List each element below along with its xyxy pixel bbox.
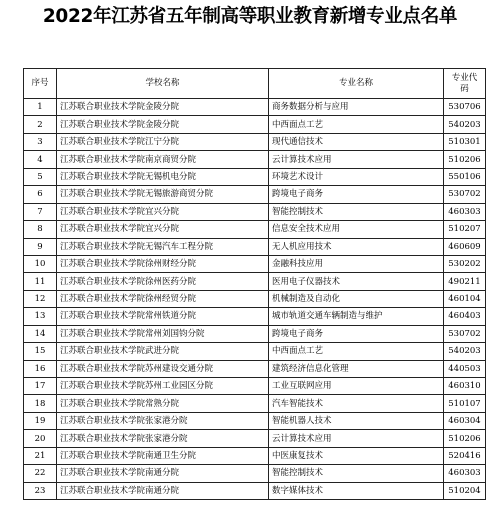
row-school-name: 江苏联合职业技术学院南通分院 [57,465,269,482]
table-row [24,221,486,238]
row-major-name: 城市轨道交通车辆制造与维护 [269,308,444,325]
table-row [24,186,486,203]
row-major-name: 信息安全技术应用 [269,221,444,238]
row-school-name: 江苏联合职业技术学院无锡机电分院 [57,168,269,185]
row-major-name: 工业互联网应用 [269,378,444,395]
header-index: 序号 [24,69,57,99]
row-major-name: 商务数据分析与应用 [269,99,444,116]
table-row [24,343,486,360]
row-major-name: 云计算技术应用 [269,151,444,168]
table-row [24,238,486,255]
table-row [24,290,486,307]
table-row [24,151,486,168]
row-index: 4 [24,151,57,168]
row-index: 5 [24,168,57,185]
row-major-code: 540203 [444,116,486,133]
row-index: 3 [24,133,57,150]
row-major-name: 无人机应用技术 [269,238,444,255]
row-major-code: 460403 [444,308,486,325]
row-school-name: 江苏联合职业技术学院徐州财经分院 [57,255,269,272]
row-index: 2 [24,116,57,133]
row-school-name: 江苏联合职业技术学院常熟分院 [57,395,269,412]
table-row [24,395,486,412]
row-school-name: 江苏联合职业技术学院张家港分院 [57,430,269,447]
row-index: 6 [24,186,57,203]
row-school-name: 江苏联合职业技术学院南京商贸分院 [57,151,269,168]
row-index: 20 [24,430,57,447]
header-major-code-label: 专业代码 [451,72,478,94]
row-major-code: 460304 [444,412,486,429]
row-major-code: 530702 [444,325,486,342]
row-index: 10 [24,255,57,272]
row-major-code: 460303 [444,203,486,220]
row-major-name: 中医康复技术 [269,447,444,464]
header-major-name: 专业名称 [269,69,444,99]
row-major-code: 510301 [444,133,486,150]
row-index: 13 [24,308,57,325]
row-index: 19 [24,412,57,429]
row-major-code: 440503 [444,360,486,377]
header-school-name: 学校名称 [57,69,269,99]
row-major-name: 建筑经济信息化管理 [269,360,444,377]
row-major-code: 510204 [444,482,486,499]
row-index: 8 [24,221,57,238]
page-title: 2022年江苏省五年制高等职业教育新增专业点名单 [42,6,458,27]
row-school-name: 江苏联合职业技术学院徐州经贸分院 [57,290,269,307]
table-header-row [24,69,486,99]
table-row [24,325,486,342]
row-major-code: 510206 [444,151,486,168]
row-major-name: 智能控制技术 [269,203,444,220]
table-row [24,360,486,377]
row-index: 12 [24,290,57,307]
table-row [24,412,486,429]
row-school-name: 江苏联合职业技术学院无锡汽车工程分院 [57,238,269,255]
row-index: 11 [24,273,57,290]
row-school-name: 江苏联合职业技术学院南通分院 [57,482,269,499]
row-index: 14 [24,325,57,342]
row-major-name: 机械制造及自动化 [269,290,444,307]
row-major-name: 数字媒体技术 [269,482,444,499]
row-major-name: 智能机器人技术 [269,412,444,429]
row-school-name: 江苏联合职业技术学院徐州医药分院 [57,273,269,290]
row-major-name: 金融科技应用 [269,255,444,272]
row-major-name: 中西面点工艺 [269,116,444,133]
row-school-name: 江苏联合职业技术学院常州刘国钧分院 [57,325,269,342]
row-major-name: 跨境电子商务 [269,186,444,203]
row-index: 15 [24,343,57,360]
row-major-code: 510206 [444,430,486,447]
row-school-name: 江苏联合职业技术学院武进分院 [57,343,269,360]
table-row [24,482,486,499]
row-major-code: 490211 [444,273,486,290]
table-row [24,133,486,150]
row-index: 9 [24,238,57,255]
row-index: 22 [24,465,57,482]
row-major-code: 510107 [444,395,486,412]
row-school-name: 江苏联合职业技术学院苏州工业园区分院 [57,378,269,395]
row-index: 16 [24,360,57,377]
table-row [24,116,486,133]
row-major-name: 中西面点工艺 [269,343,444,360]
row-school-name: 江苏联合职业技术学院金陵分院 [57,116,269,133]
row-major-code: 460310 [444,378,486,395]
row-school-name: 江苏联合职业技术学院苏州建设交通分院 [57,360,269,377]
row-school-name: 江苏联合职业技术学院无锡旅游商贸分院 [57,186,269,203]
row-school-name: 江苏联合职业技术学院南通卫生分院 [57,447,269,464]
table-row [24,447,486,464]
row-major-code: 540203 [444,343,486,360]
row-major-code: 530202 [444,255,486,272]
row-major-code: 460609 [444,238,486,255]
major-list-table [23,68,486,500]
table-row [24,203,486,220]
row-major-code: 460303 [444,465,486,482]
row-index: 18 [24,395,57,412]
row-major-name: 医用电子仪器技术 [269,273,444,290]
row-major-code: 530706 [444,99,486,116]
row-major-name: 云计算技术应用 [269,430,444,447]
table-row [24,378,486,395]
row-index: 17 [24,378,57,395]
row-major-code: 520416 [444,447,486,464]
table-row [24,168,486,185]
row-index: 7 [24,203,57,220]
row-major-name: 智能控制技术 [269,465,444,482]
row-school-name: 江苏联合职业技术学院常州铁道分院 [57,308,269,325]
row-major-name: 汽车智能技术 [269,395,444,412]
row-index: 23 [24,482,57,499]
row-major-code: 460104 [444,290,486,307]
row-major-code: 550106 [444,168,486,185]
table-row [24,465,486,482]
row-index: 1 [24,99,57,116]
row-school-name: 江苏联合职业技术学院宜兴分院 [57,203,269,220]
row-major-name: 现代通信技术 [269,133,444,150]
row-school-name: 江苏联合职业技术学院江宁分院 [57,133,269,150]
row-school-name: 江苏联合职业技术学院金陵分院 [57,99,269,116]
row-school-name: 江苏联合职业技术学院张家港分院 [57,412,269,429]
table-row [24,255,486,272]
table-row [24,308,486,325]
table-row [24,273,486,290]
row-major-name: 跨境电子商务 [269,325,444,342]
row-major-code: 530702 [444,186,486,203]
row-major-name: 环境艺术设计 [269,168,444,185]
table-row [24,430,486,447]
table-row [24,99,486,116]
header-major-code [444,69,486,99]
row-index: 21 [24,447,57,464]
table-body [24,99,486,500]
row-school-name: 江苏联合职业技术学院宜兴分院 [57,221,269,238]
row-major-code: 510207 [444,221,486,238]
